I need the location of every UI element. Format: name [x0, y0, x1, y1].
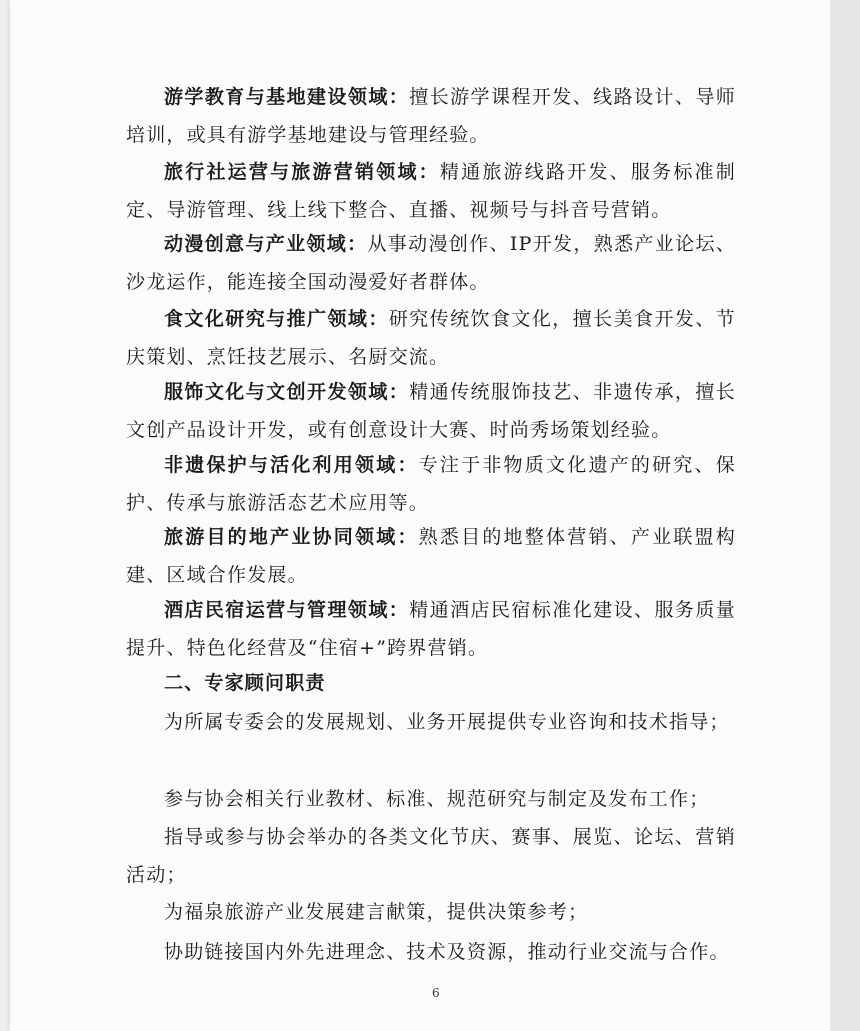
field-title: 旅游目的地产业协同领域： [164, 526, 419, 548]
field-desc: 精通传统服饰技艺、非遗传承，擅长文创产品设计开发，或有创意设计大赛、时尚秀场策划经验。 [126, 381, 737, 441]
field-desc: 研究传统饮食文化，擅长美食开发、节庆策划、烹饪技艺展示、名厨交流。 [126, 308, 737, 368]
duty-paragraph-1: 为所属专委会的发展规划、业务开展提供专业咨询和技术指导； [164, 711, 730, 733]
field-paragraph-2 [126, 153, 736, 229]
field-desc: 擅长游学课程开发、线路设计、导师培训，或具有游学基地建设与管理经验。 [126, 86, 737, 146]
field-title: 食文化研究与推广领域： [164, 308, 389, 330]
field-title: 旅行社运营与旅游营销领域： [164, 161, 440, 183]
field-title: 游学教育与基地建设领域： [164, 86, 410, 108]
field-desc: 熟悉目的地整体营销、产业联盟构建、区域合作发展。 [126, 526, 736, 586]
field-paragraph-7 [126, 518, 736, 594]
field-desc: 从事动漫创作、IP开发，熟悉产业论坛、沙龙运作，能连接全国动漫爱好者群体。 [126, 233, 736, 293]
field-desc: 精通酒店民宿标准化建设、服务质量提升、特色化经营及“住宿+”跨界营销。 [126, 599, 737, 659]
field-title: 动漫创意与产业领域： [164, 233, 368, 255]
field-title: 服饰文化与文创开发领域： [164, 381, 410, 403]
field-paragraph-4 [126, 300, 736, 376]
field-paragraph-6 [126, 446, 736, 522]
field-paragraph-5 [126, 373, 736, 449]
field-title: 酒店民宿运营与管理领域： [164, 599, 410, 621]
document-page [10, 0, 830, 1031]
duty-paragraph-3: 指导或参与协会举办的各类文化节庆、赛事、展览、论坛、营销活动； [126, 826, 736, 886]
background-edge [830, 0, 860, 1031]
field-paragraph-8 [126, 591, 736, 667]
duty-paragraph-4: 为福泉旅游产业发展建言献策，提供决策参考； [164, 901, 589, 923]
section-heading: 二、专家顾问职责 [164, 672, 326, 694]
field-title: 非遗保护与活化利用领域： [164, 454, 419, 476]
field-desc: 精通旅游线路开发、服务标准制定、导游管理、线上线下整合、直播、视频号与抖音号营销。 [126, 161, 736, 221]
duty-paragraph-5: 协助链接国内外先进理念、技术及资源，推动行业交流与合作。 [164, 941, 730, 963]
field-desc: 专注于非物质文化遗产的研究、保护、传承与旅游活态艺术应用等。 [126, 454, 736, 514]
field-paragraph-1 [126, 78, 736, 154]
field-paragraph-3 [126, 225, 736, 301]
page-number: 6 [432, 986, 440, 1000]
duty-paragraph-2: 参与协会相关行业教材、标准、规范研究与制定及发布工作； [164, 788, 710, 810]
